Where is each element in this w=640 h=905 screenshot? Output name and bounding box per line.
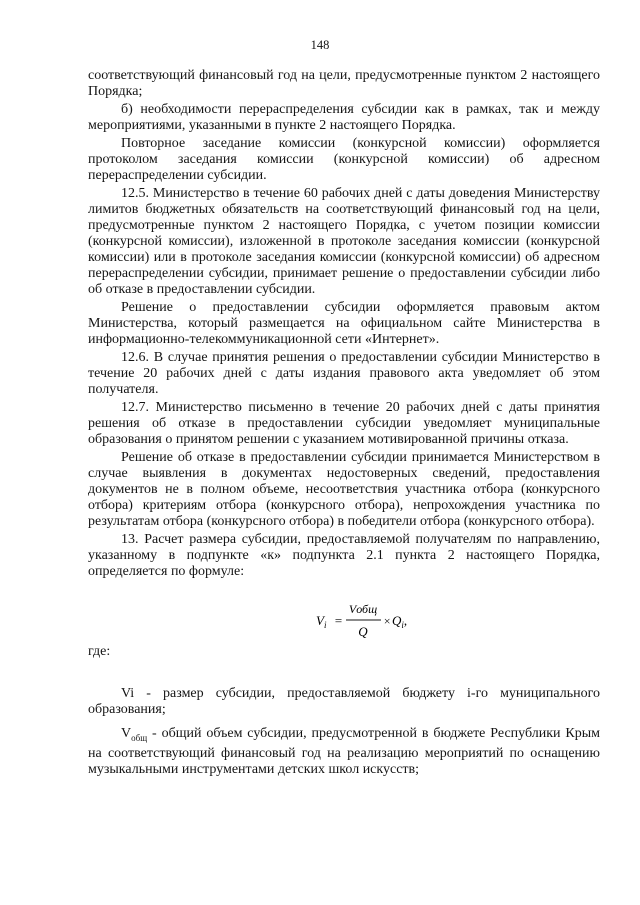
paragraph: Решение о предоставлении субсидии оформляется правовым актом Министерства, который размещается на официальном сайте Министерства в информационно-телекоммуникационной сети «Интернет». — [88, 300, 600, 347]
document-body — [88, 68, 600, 780]
formula-block — [88, 598, 600, 644]
formula-tail: , — [403, 613, 408, 628]
page-number: 148 — [310, 38, 330, 52]
formula-rhs: Q — [392, 613, 402, 628]
paragraph: Повторное заседание комиссии (конкурсной комиссии) оформляется протоколом заседания комиссии (конкурсной комиссии) об адресном перераспределении субсидии. — [88, 136, 600, 183]
svg-text:Vi — [316, 613, 327, 630]
paragraph: 12.5. Министерство в течение 60 рабочих дней с даты доведения Министерству лимитов бюджетных обязательств на соответствующий финансовый год на цели, предусмотренные пунктом 2 настоящего Порядка, с учетом позиции комиссии (конкурсной комиссии), изложенной в протоколе заседания комиссии (конкурсной комиссии) или в протоколе заседания комиссии (конкурсной комиссии) об адресном перераспределении субсидии, принимает решение о предоставлении субсидии либо об отказе в предоставлении субсидии. — [88, 186, 600, 297]
paragraph: 12.7. Министерство письменно в течение 20 рабочих дней с даты принятия решения об отказе в предоставлении субсидии уведомляет муниципальные образования о принятом решении с указанием мотивированной причины отказа. — [88, 400, 600, 447]
formula-numerator: Vобщ — [348, 602, 378, 616]
definition-symbol: Vi — [121, 686, 135, 701]
formula-lhs: V — [316, 613, 324, 628]
definition-symbol: V — [121, 726, 132, 741]
paragraph: 12.6. В случае принятия решения о предоставлении субсидии Министерство в течение 20 рабочих дней с даты издания правового акта уведомляет об этом получателя. — [88, 350, 600, 397]
formula-denominator: Q — [358, 624, 368, 639]
formula-times: × — [383, 614, 392, 628]
definition-symbol-sub: общ — [131, 732, 148, 743]
paragraph: 13. Расчет размера субсидии, предоставляемой получателям по направлению, указанному в подпункте «к» подпункта 2.1 пункта 2 настоящего Порядка, определяется по формуле: — [88, 532, 600, 579]
definition-text: - общий объем субсидии, предусмотренной в бюджете Республики Крым на соответствующий финансовый год на реализацию мероприятий по оснащению музыкальными инструментами детских школ искусств; — [88, 726, 600, 777]
paragraph: Решение об отказе в предоставлении субсидии принимается Министерством в случае выявления в документах недостоверных сведений, предоставления документов не в полном объеме, несоответствия участника отбора (конкурсного отбора) критериям отбора (конкурсного отбора), непрохождения участника по результатам отбора (конкурсного отбора) в победители отбора (конкурсного отбора). — [88, 450, 600, 529]
where-label: где: — [88, 644, 111, 659]
formula-lhs-sub: i — [323, 620, 327, 630]
definition-vobsch — [88, 726, 600, 778]
formula-rhs-sub: i — [401, 620, 404, 630]
svg-text:Qi, — [392, 613, 407, 630]
formula — [316, 598, 426, 642]
svg-text:=: = — [334, 613, 343, 628]
definition-text: - размер субсидии, предоставляемой бюджету i-го муниципального образования; — [88, 686, 600, 717]
definition-vi — [88, 686, 600, 718]
paragraph: соответствующий финансовый год на цели, предусмотренные пунктом 2 настоящего Порядка; — [88, 68, 600, 99]
paragraph: б) необходимости перераспределения субсидии как в рамках, так и между мероприятиями, указанными в пункте 2 настоящего Порядка. — [88, 102, 600, 133]
